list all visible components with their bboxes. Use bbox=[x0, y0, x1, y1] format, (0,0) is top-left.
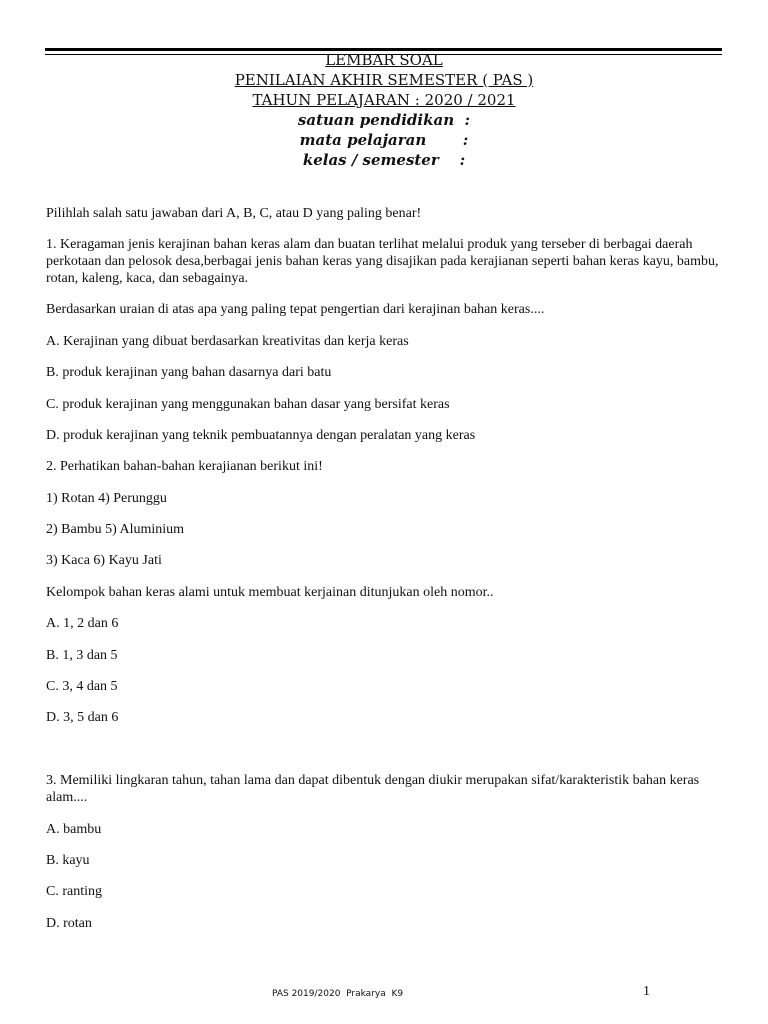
instruction: Pilihlah salah satu jawaban dari A, B, C, atau D yang paling benar! bbox=[46, 206, 422, 221]
q1-option-a: A. Kerajinan yang dibuat berdasarkan kreativitas dan kerja keras bbox=[46, 334, 409, 349]
q1-passage: 1. Keragaman jenis kerajinan bahan keras alam dan buatan terlihat melalui produk yang terseber di berbagai daerah perkotaan dan pelosok desa,berbagai jenis bahan keras yang disajikan pada kerajianan seperti bahan keras kayu, bambu, rotan, kaleng, kaca, dan sebagainya. bbox=[46, 237, 723, 286]
q3-option-d: D. rotan bbox=[46, 916, 92, 931]
q2-option-c: C. 3, 4 dan 5 bbox=[46, 679, 118, 694]
q1-option-c: C. produk kerajinan yang menggunakan bahan dasar yang bersifat keras bbox=[46, 397, 450, 412]
q3-option-c: C. ranting bbox=[46, 884, 102, 899]
q2-question: 2. Perhatikan bahan-bahan kerajianan berikut ini! bbox=[46, 459, 323, 474]
document-header bbox=[0, 50, 768, 170]
q2-option-b: B. 1, 3 dan 5 bbox=[46, 648, 118, 663]
q2-option-a: A. 1, 2 dan 6 bbox=[46, 616, 119, 631]
q2-item-2: 2) Bambu 5) Aluminium bbox=[46, 522, 185, 537]
q3-question: 3. Memiliki lingkaran tahun, tahan lama dan dapat dibentuk dengan diukir merupakan sifat/karakteristik bahan keras alam.... bbox=[46, 773, 703, 805]
academic-year: TAHUN PELAJARAN : 2020 / 2021 bbox=[252, 91, 516, 109]
q2-option-d: D. 3, 5 dan 6 bbox=[46, 710, 119, 725]
q3-option-b: B. kayu bbox=[46, 853, 90, 868]
document-title: LEMBAR SOAL bbox=[325, 51, 443, 69]
field-school: satuan pendidikan : bbox=[297, 111, 471, 129]
exam-title: PENILAIAN AKHIR SEMESTER ( PAS ) bbox=[234, 71, 534, 89]
page-footer: PAS 2019/2020 Prakarya K9 bbox=[272, 989, 404, 999]
q1-question: Berdasarkan uraian di atas apa yang paling tepat pengertian dari kerajinan bahan keras.... bbox=[46, 302, 545, 317]
page-number: 1 bbox=[643, 984, 650, 999]
q1-option-d: D. produk kerajinan yang teknik pembuatannya dengan peralatan yang keras bbox=[46, 428, 476, 443]
q2-prompt: Kelompok bahan keras alami untuk membuat kerjainan ditunjukan oleh nomor.. bbox=[46, 585, 494, 600]
field-subject: mata pelajaran : bbox=[299, 131, 469, 149]
q1-option-b: B. produk kerajinan yang bahan dasarnya dari batu bbox=[46, 365, 332, 380]
field-class: kelas / semester : bbox=[302, 151, 466, 169]
q3-option-a: A. bambu bbox=[46, 822, 102, 837]
q2-item-3: 3) Kaca 6) Kayu Jati bbox=[46, 553, 162, 568]
q2-item-1: 1) Rotan 4) Perunggu bbox=[46, 491, 167, 506]
